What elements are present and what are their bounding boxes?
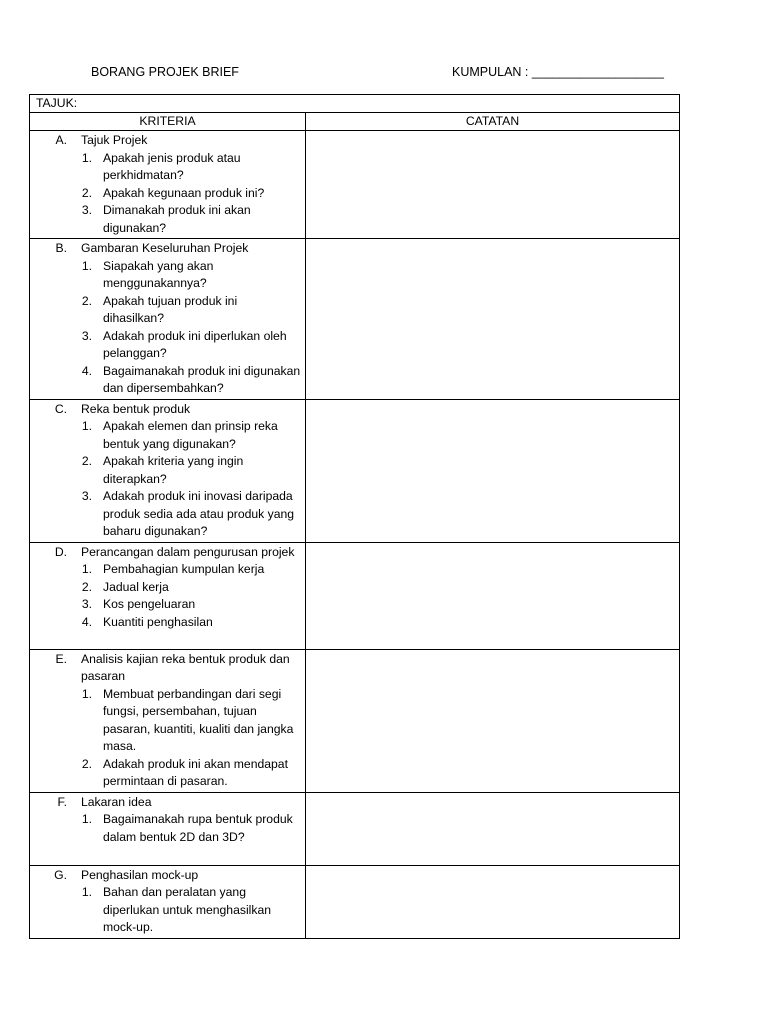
item-number: 1. [81, 258, 92, 273]
item-number: 2. [81, 185, 92, 200]
criteria-item [30, 811, 301, 846]
item-text: Jadual kerja [103, 579, 169, 594]
kriteria-cell [30, 399, 306, 542]
criteria-item [30, 328, 301, 363]
item-text: Bagaimanakah produk ini digunakan dan dipersembahkan? [103, 363, 301, 395]
item-number: 2. [81, 579, 92, 594]
section-title [30, 132, 301, 150]
criteria-item [30, 293, 301, 328]
criteria-row [30, 865, 680, 938]
criteria-item [30, 202, 301, 237]
item-number: 3. [81, 597, 92, 611]
criteria-item [30, 756, 301, 791]
item-text: Apakah elemen dan prinsip reka bentuk yang digunakan? [103, 419, 278, 451]
item-number: 4. [81, 614, 92, 629]
item-number: 2. [81, 454, 92, 468]
criteria-row [30, 649, 680, 792]
item-text: Adakah produk ini akan mendapat permintaan di pasaran. [103, 756, 288, 788]
item-text: Kuantiti penghasilan [103, 614, 213, 629]
kriteria-cell [30, 131, 306, 239]
catatan-cell[interactable] [306, 792, 680, 865]
criteria-row [30, 239, 680, 400]
item-text: Pembahagian kumpulan kerja [103, 562, 265, 576]
section-title-text: Analisis kajian reka bentuk produk dan pasaran [81, 651, 290, 683]
criteria-row [30, 542, 680, 649]
item-number: 1. [81, 562, 92, 576]
section-letter: F. [57, 794, 67, 809]
criteria-item [30, 686, 301, 756]
item-number: 4. [81, 363, 92, 378]
item-text: Siapakah yang akan menggunakannya? [103, 258, 214, 290]
criteria-row [30, 792, 680, 865]
criteria-item [30, 614, 301, 632]
item-text: Adakah produk ini inovasi daripada produk sedia ada atau produk yang baharu digunakan? [103, 489, 295, 538]
project-brief-table [29, 94, 680, 939]
tajuk-label: TAJUK: [36, 96, 78, 110]
catatan-cell[interactable] [306, 865, 680, 938]
catatan-cell[interactable] [306, 399, 680, 542]
section-letter: A. [55, 133, 67, 147]
section-letter: D. [54, 544, 67, 559]
criteria-item [30, 884, 301, 937]
item-number: 1. [81, 812, 92, 826]
criteria-row [30, 131, 680, 239]
item-text: Adakah produk ini diperlukan oleh pelanggan? [103, 328, 287, 360]
section-title [30, 867, 301, 885]
section-letter: E. [55, 651, 67, 666]
item-text: Dimanakah produk ini akan digunakan? [103, 203, 251, 235]
item-number: 1. [81, 419, 92, 433]
kriteria-cell [30, 239, 306, 400]
sections-body [30, 131, 680, 939]
catatan-cell[interactable] [306, 649, 680, 792]
item-text: Apakah jenis produk atau perkhidmatan? [103, 150, 241, 182]
section-title [30, 651, 301, 686]
item-text: Bahan dan peralatan yang diperlukan untuk menghasilkan mock-up. [103, 885, 272, 934]
item-text: Apakah kriteria yang ingin diterapkan? [103, 454, 244, 486]
catatan-cell[interactable] [306, 542, 680, 649]
item-number: 2. [81, 756, 92, 771]
kriteria-cell [30, 649, 306, 792]
kriteria-cell [30, 792, 306, 865]
criteria-item [30, 150, 301, 185]
catatan-cell[interactable] [306, 131, 680, 239]
criteria-item [30, 579, 301, 597]
item-number: 3. [81, 203, 92, 217]
item-number: 1. [81, 150, 92, 165]
section-title-text: Penghasilan mock-up [81, 867, 199, 882]
section-title-text: Reka bentuk produk [81, 401, 191, 416]
criteria-item [30, 596, 301, 614]
criteria-item [30, 561, 301, 579]
item-number: 1. [81, 686, 92, 701]
section-title [30, 401, 301, 419]
tajuk-row[interactable] [30, 95, 680, 113]
section-title [30, 240, 301, 258]
section-title-text: Gambaran Keseluruhan Projek [81, 241, 249, 255]
item-number: 3. [81, 489, 92, 503]
criteria-item [30, 363, 301, 398]
item-number: 1. [81, 885, 92, 899]
section-letter: C. [54, 401, 67, 416]
kriteria-cell [30, 542, 306, 649]
kriteria-header: KRITERIA [30, 113, 306, 131]
item-text: Apakah tujuan produk ini dihasilkan? [103, 293, 238, 325]
item-text: Apakah kegunaan produk ini? [103, 185, 265, 200]
kumpulan-field[interactable]: KUMPULAN : ___________________ [452, 65, 664, 79]
criteria-item [30, 418, 301, 453]
criteria-item [30, 258, 301, 293]
catatan-cell[interactable] [306, 239, 680, 400]
criteria-item [30, 488, 301, 541]
item-text: Bagaimanakah rupa bentuk produk dalam bentuk 2D dan 3D? [103, 812, 293, 844]
section-title [30, 544, 301, 562]
item-number: 3. [81, 328, 92, 343]
item-text: Membuat perbandingan dari segi fungsi, persembahan, tujuan pasaran, kuantiti, kualiti dan jangka masa. [103, 686, 294, 753]
form-title: BORANG PROJEK BRIEF [91, 65, 239, 79]
section-title [30, 794, 301, 812]
catatan-header: CATATAN [306, 113, 680, 131]
section-title-text: Tajuk Projek [81, 133, 148, 147]
section-letter: G. [54, 867, 67, 882]
criteria-row [30, 399, 680, 542]
criteria-item [30, 185, 301, 203]
section-title-text: Perancangan dalam pengurusan projek [81, 544, 295, 559]
item-number: 2. [81, 293, 92, 308]
item-text: Kos pengeluaran [103, 597, 196, 611]
section-title-text: Lakaran idea [81, 794, 152, 809]
criteria-item [30, 453, 301, 488]
kriteria-cell [30, 865, 306, 938]
section-letter: B. [55, 241, 67, 255]
